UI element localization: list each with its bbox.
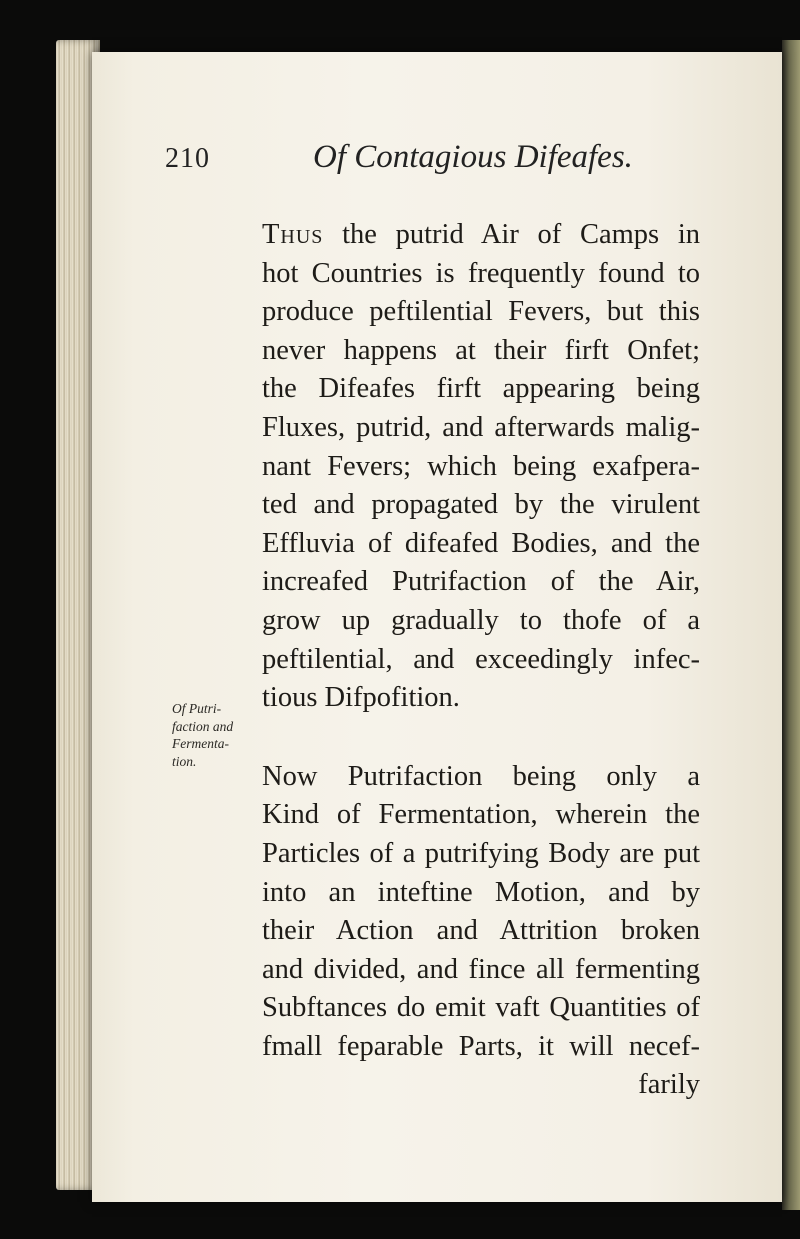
text-line: Effluvia of difeafed Bodies, and the <box>262 527 700 559</box>
running-head <box>165 139 725 183</box>
text-line: increafed Putrifaction of the Air, <box>262 566 700 598</box>
book-cover-edge <box>782 40 800 1210</box>
text-line: fmall feparable Parts, it will necef- <box>262 1030 700 1062</box>
text-line: hot Countries is frequently found to <box>262 257 700 289</box>
running-title: Of Contagious Difeafes. <box>313 139 633 175</box>
paragraph-2 <box>262 758 700 1105</box>
text-line: never happens at their firft Onfet; <box>262 334 700 366</box>
text-line: Kind of Fermentation, wherein the <box>262 799 700 831</box>
margin-note-line: Of Putri- <box>172 701 222 716</box>
text-line: and divided, and fince all fermenting <box>262 953 700 985</box>
text-line <box>262 216 700 255</box>
text-line: nant Fevers; which being exafpera- <box>262 450 700 482</box>
margin-note <box>172 700 262 770</box>
text-line: Now Putrifaction being only a <box>262 760 700 792</box>
page-number: 210 <box>165 143 210 174</box>
catchword: farily <box>638 1069 700 1101</box>
paragraph-1 <box>262 216 700 718</box>
text-line: their Action and Attrition broken <box>262 915 700 947</box>
text-line: ted and propagated by the virulent <box>262 489 700 521</box>
text-line: the Difeafes firft appearing being <box>262 373 700 405</box>
text-line: tious Difpofition. <box>262 682 460 714</box>
line-rest: the putrid Air of Camps in <box>342 219 701 250</box>
margin-note-line: faction and <box>172 718 234 734</box>
text-line: Fluxes, putrid, and afterwards malig- <box>262 411 700 443</box>
text-line: Particles of a putrifying Body are put <box>262 837 700 869</box>
text-line: into an inteftine Motion, and by <box>262 876 700 908</box>
margin-note-line: tion. <box>172 753 197 769</box>
text-line: produce peftilential Fevers, but this <box>262 296 700 328</box>
drop-word: Thus <box>262 219 324 250</box>
text-line: Subftances do emit vaft Quantities of <box>262 992 700 1024</box>
text-line: grow up gradually to thofe of a <box>262 604 700 636</box>
body-text <box>262 216 700 1105</box>
margin-note-line: Fermenta- <box>172 736 229 751</box>
text-line: peftilential, and exceedingly infec- <box>262 643 700 675</box>
